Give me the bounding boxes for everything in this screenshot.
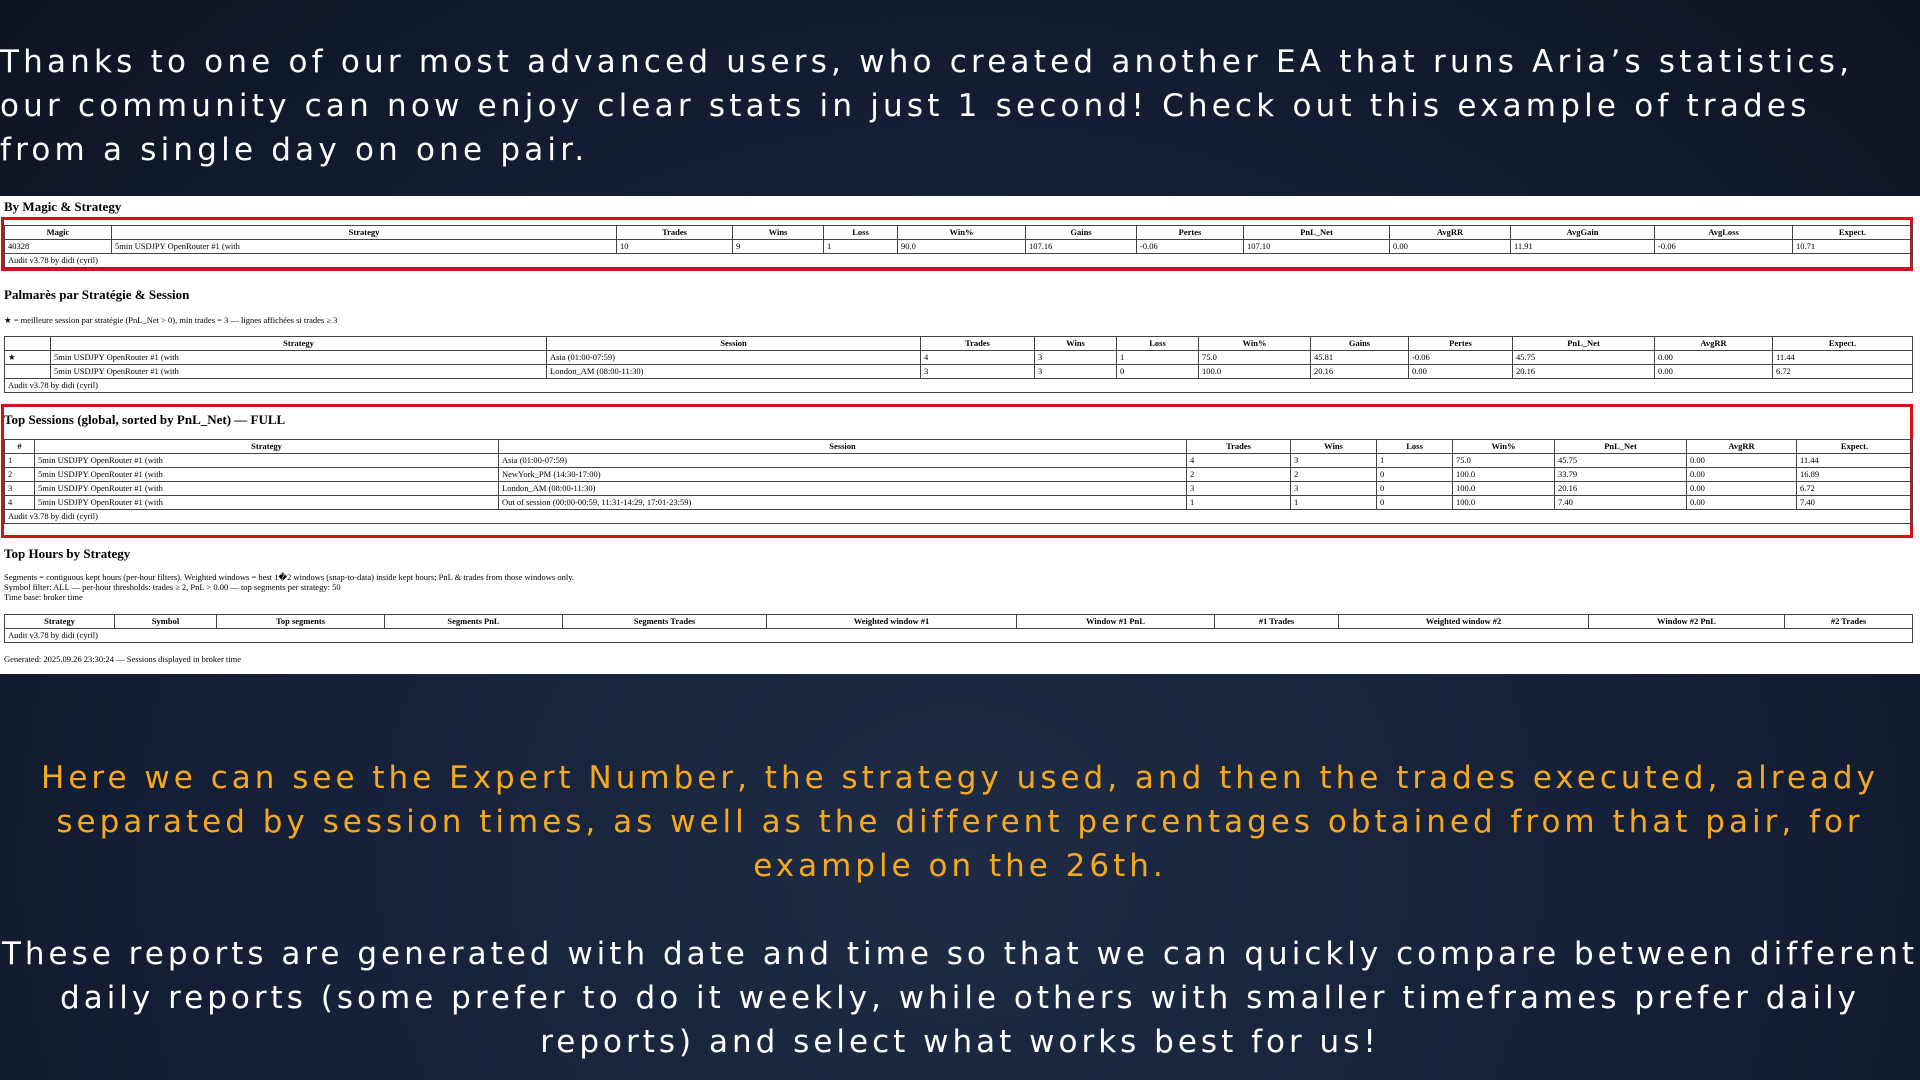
table-cell: 3 [1187, 482, 1291, 496]
table-cell: Asia (01:00-07:59) [547, 351, 921, 365]
column-header: Win% [898, 226, 1026, 240]
column-header: Loss [824, 226, 898, 240]
column-header: #2 Trades [1785, 615, 1913, 629]
table-cell: 33.79 [1555, 468, 1687, 482]
table-cell: 1 [1187, 496, 1291, 510]
table-header-row [5, 226, 1913, 240]
table-cell: 4 [1187, 454, 1291, 468]
table-cell: 4 [5, 496, 35, 510]
table-row [5, 351, 1913, 365]
summary-text: Here we can see the Expert Number, the strategy used, and then the trades executed, already separated by session times, as well as the different percentages obtained from that pair, for example on the 26th. [41, 760, 1879, 884]
table-cell: 5min USDJPY OpenRouter #1 (with [35, 496, 499, 510]
column-header: Strategy [5, 615, 115, 629]
table-cell: 0.00 [1687, 454, 1797, 468]
table-cell: 5min USDJPY OpenRouter #1 (with [35, 454, 499, 468]
table-cell: 1 [1291, 496, 1377, 510]
table-cell: 45.81 [1311, 351, 1409, 365]
column-header: Win% [1199, 337, 1311, 351]
table-cell: 3 [1035, 351, 1117, 365]
table-cell: 0.00 [1409, 365, 1513, 379]
table-cell: 5min USDJPY OpenRouter #1 (with [112, 240, 617, 254]
audit-footer: Audit v3.78 by didi (cyril) [5, 379, 1913, 393]
table-cell: Out of session (00:00-00:59, 11:31-14:29, 17:01-23:59) [499, 496, 1187, 510]
table-cell: 0 [1117, 365, 1199, 379]
palmares-note: ★ = meilleure session par stratégie (PnL_Net > 0), min trades = 3 — lignes affichées si trades ≥ 3 [4, 315, 338, 325]
column-header: Wins [1291, 440, 1377, 454]
column-header: Pertes [1137, 226, 1244, 240]
table-cell: -0.06 [1137, 240, 1244, 254]
table-cell: 5min USDJPY OpenRouter #1 (with [51, 365, 547, 379]
table-cell: 11.44 [1773, 351, 1913, 365]
column-header: Window #2 PnL [1589, 615, 1785, 629]
table-cell: 45.75 [1555, 454, 1687, 468]
table-footer-row [5, 254, 1913, 268]
column-header: Trades [617, 226, 733, 240]
table-cell: 5min USDJPY OpenRouter #1 (with [51, 351, 547, 365]
table-row [5, 454, 1913, 468]
table-cell: 20.16 [1513, 365, 1655, 379]
magic-strategy-table [4, 225, 1913, 268]
intro-text: Thanks to one of our most advanced users, who created another EA that runs Aria’s statistics, our community can now enjoy clear stats in just 1 second! Check out this example of trades from a single day on one pair. [0, 44, 1854, 168]
table-footer-row [5, 379, 1913, 393]
column-header: AvgLoss [1655, 226, 1793, 240]
table-cell: 9 [733, 240, 824, 254]
column-header: PnL_Net [1513, 337, 1655, 351]
table-cell: 45.75 [1513, 351, 1655, 365]
top-hours-table [4, 614, 1913, 643]
table-cell: 2 [5, 468, 35, 482]
section-palmares-title: Palmarès par Stratégie & Session [4, 287, 190, 302]
table-cell: 1 [5, 454, 35, 468]
table-cell: London_AM (08:00-11:30) [499, 482, 1187, 496]
table-header-row [5, 440, 1913, 454]
top-sessions-table [4, 439, 1913, 524]
table-cell: 3 [5, 482, 35, 496]
column-header: PnL_Net [1244, 226, 1390, 240]
palmares-table [4, 336, 1913, 393]
table-cell: 0.00 [1655, 365, 1773, 379]
table-cell: 1 [1117, 351, 1199, 365]
table-row [5, 365, 1913, 379]
table-cell: 100.0 [1453, 496, 1555, 510]
column-header: Gains [1311, 337, 1409, 351]
table-cell: 7.40 [1555, 496, 1687, 510]
column-header: Segments PnL [385, 615, 563, 629]
column-header: Session [547, 337, 921, 351]
table-cell: 2 [1291, 468, 1377, 482]
table-cell: 40328 [5, 240, 112, 254]
table-cell: -0.06 [1409, 351, 1513, 365]
table-cell: 5min USDJPY OpenRouter #1 (with [35, 482, 499, 496]
table-cell: -0.06 [1655, 240, 1793, 254]
table-footer-row [5, 510, 1913, 524]
table-cell: 11.44 [1797, 454, 1913, 468]
table-footer-row [5, 629, 1913, 643]
column-header: Expect. [1797, 440, 1913, 454]
column-header: AvgGain [1511, 226, 1655, 240]
table-cell: 3 [1291, 454, 1377, 468]
column-header: Window #1 PnL [1017, 615, 1215, 629]
table-cell: 5min USDJPY OpenRouter #1 (with [35, 468, 499, 482]
column-header: Top segments [217, 615, 385, 629]
section-by-magic-title: By Magic & Strategy [4, 199, 122, 214]
table-cell: 0.00 [1390, 240, 1511, 254]
column-header: AvgRR [1687, 440, 1797, 454]
column-header: Wins [1035, 337, 1117, 351]
table-cell: 0.00 [1687, 468, 1797, 482]
column-header: Strategy [35, 440, 499, 454]
table-cell: 107.16 [1026, 240, 1137, 254]
audit-footer: Audit v3.78 by didi (cyril) [5, 629, 1913, 643]
table-cell: London_AM (08:00-11:30) [547, 365, 921, 379]
table-row [5, 482, 1913, 496]
column-header: Magic [5, 226, 112, 240]
column-header: Weighted window #1 [767, 615, 1017, 629]
top-hours-note-1: Segments = contiguous kept hours (per-hour filters). Weighted windows = best 1�2 windows (snap-to-data) inside kept hours; PnL & trades from those windows only. [4, 572, 575, 582]
table-cell: 0 [1377, 468, 1453, 482]
table-cell: 20.16 [1555, 482, 1687, 496]
table-cell: 1 [824, 240, 898, 254]
table-cell: 0.00 [1655, 351, 1773, 365]
table-cell: 0 [1377, 482, 1453, 496]
column-header: AvgRR [1390, 226, 1511, 240]
table-cell: 20.16 [1311, 365, 1409, 379]
table-cell: 0.00 [1687, 496, 1797, 510]
audit-footer: Audit v3.78 by didi (cyril) [5, 254, 1913, 268]
table-cell: 3 [1035, 365, 1117, 379]
table-cell: 3 [1291, 482, 1377, 496]
column-header: Loss [1377, 440, 1453, 454]
column-header: # [5, 440, 35, 454]
table-cell: 100.0 [1453, 468, 1555, 482]
table-row [5, 240, 1913, 254]
stats-report-screenshot [0, 196, 1920, 674]
section-top-hours-title: Top Hours by Strategy [4, 546, 131, 561]
top-hours-note-2: Symbol filter: ALL — per-hour thresholds: trades ≥ 2, PnL > 0.00 — top segments per strategy: 50 [4, 582, 341, 592]
table-cell: ★ [5, 351, 51, 365]
column-header: Wins [733, 226, 824, 240]
column-header: Loss [1117, 337, 1199, 351]
table-cell [5, 365, 51, 379]
table-cell: 107.10 [1244, 240, 1390, 254]
table-cell: 90.0 [898, 240, 1026, 254]
table-cell: 100.0 [1453, 482, 1555, 496]
table-cell: 6.72 [1797, 482, 1913, 496]
section-top-sessions-title: Top Sessions (global, sorted by PnL_Net) — FULL [4, 412, 286, 427]
table-cell: 6.72 [1773, 365, 1913, 379]
table-cell: Asia (01:00-07:59) [499, 454, 1187, 468]
column-header: Symbol [115, 615, 217, 629]
table-cell: 75.0 [1453, 454, 1555, 468]
table-cell: 3 [921, 365, 1035, 379]
table-cell: 1 [1377, 454, 1453, 468]
column-header: Gains [1026, 226, 1137, 240]
table-cell: 2 [1187, 468, 1291, 482]
table-row [5, 496, 1913, 510]
table-header-row [5, 615, 1913, 629]
table-cell: 16.89 [1797, 468, 1913, 482]
column-header: Strategy [112, 226, 617, 240]
column-header: AvgRR [1655, 337, 1773, 351]
column-header [5, 337, 51, 351]
table-cell: 11.91 [1511, 240, 1655, 254]
column-header: Trades [1187, 440, 1291, 454]
outro-text: These reports are generated with date and time so that we can quickly compare between different daily reports (some prefer to do it weekly, while others with smaller timeframes prefer daily reports) and select what works best for us! [1, 936, 1919, 1060]
table-cell: 75.0 [1199, 351, 1311, 365]
column-header: PnL_Net [1555, 440, 1687, 454]
column-header: Pertes [1409, 337, 1513, 351]
column-header: Strategy [51, 337, 547, 351]
table-cell: 4 [921, 351, 1035, 365]
generated-timestamp: Generated: 2025.09.26 23:30:24 — Sessions displayed in broker time [4, 654, 242, 664]
table-cell: NewYork_PM (14:30-17:00) [499, 468, 1187, 482]
column-header: Trades [921, 337, 1035, 351]
table-cell: 0.00 [1687, 482, 1797, 496]
table-cell: 0 [1377, 496, 1453, 510]
table-cell: 10.71 [1793, 240, 1913, 254]
table-row [5, 468, 1913, 482]
column-header: Expect. [1773, 337, 1913, 351]
column-header: Expect. [1793, 226, 1913, 240]
table-cell: 7.40 [1797, 496, 1913, 510]
table-header-row [5, 337, 1913, 351]
column-header: Weighted window #2 [1339, 615, 1589, 629]
column-header: Win% [1453, 440, 1555, 454]
top-hours-note-3: Time base: broker time [4, 592, 83, 602]
column-header: Session [499, 440, 1187, 454]
column-header: Segments Trades [563, 615, 767, 629]
audit-footer: Audit v3.78 by didi (cyril) [5, 510, 1913, 524]
column-header: #1 Trades [1215, 615, 1339, 629]
table-cell: 10 [617, 240, 733, 254]
table-cell: 100.0 [1199, 365, 1311, 379]
